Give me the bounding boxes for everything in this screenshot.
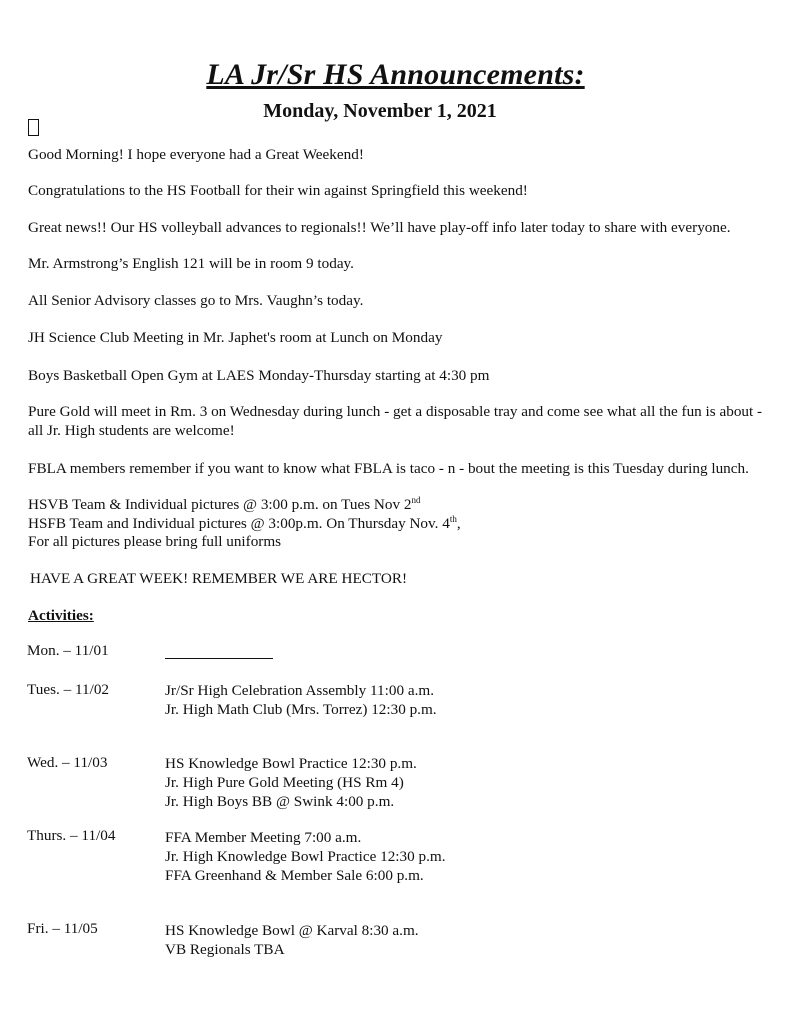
pictures-hsfb-text: HSFB Team and Individual pictures @ 3:00p.m. On Thursday Nov. 4 — [28, 515, 450, 532]
activity-event: FFA Greenhand & Member Sale 6:00 p.m. — [165, 867, 424, 884]
activity-event: Jr. High Knowledge Bowl Practice 12:30 p.m. — [165, 848, 446, 865]
missing-glyph-icon — [28, 119, 39, 136]
activity-event: Jr/Sr High Celebration Assembly 11:00 a.m. — [165, 682, 434, 699]
page-title: LA Jr/Sr HS Announcements: — [206, 58, 585, 91]
pictures-hsfb-sup: th — [449, 513, 457, 524]
pictures-hsvb-sup: nd — [411, 494, 421, 505]
activities-heading: Activities: — [28, 607, 94, 624]
activity-event: HS Knowledge Bowl @ Karval 8:30 a.m. — [165, 922, 419, 939]
announcement-football: Congratulations to the HS Football for their win against Springfield this weekend! — [28, 182, 528, 199]
closing-message: HAVE A GREAT WEEK! REMEMBER WE ARE HECTOR! — [30, 570, 408, 587]
pictures-hsfb — [28, 514, 461, 533]
activity-event: Jr. High Math Club (Mrs. Torrez) 12:30 p.m. — [165, 701, 437, 718]
page-date: Monday, November 1, 2021 — [263, 100, 497, 122]
activity-day-tue: Tues. – 11/02 — [27, 681, 110, 698]
activity-day-fri: Fri. – 11/05 — [27, 920, 98, 937]
pictures-hsvb-text: HSVB Team & Individual pictures @ 3:00 p.m. on Tues Nov 2 — [28, 496, 412, 513]
activity-event: HS Knowledge Bowl Practice 12:30 p.m. — [165, 755, 417, 772]
announcement-fbla: FBLA members remember if you want to know what FBLA is taco - n - bout the meeting is this Tuesday during lunch. — [28, 460, 749, 477]
activity-event: Jr. High Boys BB @ Swink 4:00 p.m. — [165, 793, 395, 810]
activity-day-mon: Mon. – 11/01 — [27, 642, 109, 659]
announcement-greeting: Good Morning! I hope everyone had a Great Weekend! — [28, 146, 364, 163]
announcement-volleyball: Great news!! Our HS volleyball advances to regionals!! We’ll have play-off info later today to share with everyone. — [28, 219, 731, 236]
announcement-pure-gold: Pure Gold will meet in Rm. 3 on Wednesday during lunch - get a disposable tray and come see what all the fun is about - all Jr. High students are welcome! — [28, 403, 763, 439]
activity-event: VB Regionals TBA — [165, 941, 285, 958]
activity-event: Jr. High Pure Gold Meeting (HS Rm 4) — [165, 774, 404, 791]
activity-blank-line — [165, 658, 273, 659]
activity-event: FFA Member Meeting 7:00 a.m. — [165, 829, 362, 846]
announcement-basketball: Boys Basketball Open Gym at LAES Monday-Thursday starting at 4:30 pm — [28, 367, 490, 384]
announcement-english: Mr. Armstrong’s English 121 will be in room 9 today. — [28, 255, 354, 272]
announcement-science-club: JH Science Club Meeting in Mr. Japhet's room at Lunch on Monday — [28, 329, 443, 346]
pictures-note: For all pictures please bring full uniforms — [28, 533, 282, 550]
announcement-senior-advisory: All Senior Advisory classes go to Mrs. Vaughn’s today. — [28, 292, 364, 309]
pictures-hsfb-tail: , — [456, 515, 461, 532]
activity-day-thu: Thurs. – 11/04 — [27, 827, 116, 844]
activity-day-wed: Wed. – 11/03 — [27, 754, 108, 771]
pictures-hsvb — [28, 495, 420, 514]
